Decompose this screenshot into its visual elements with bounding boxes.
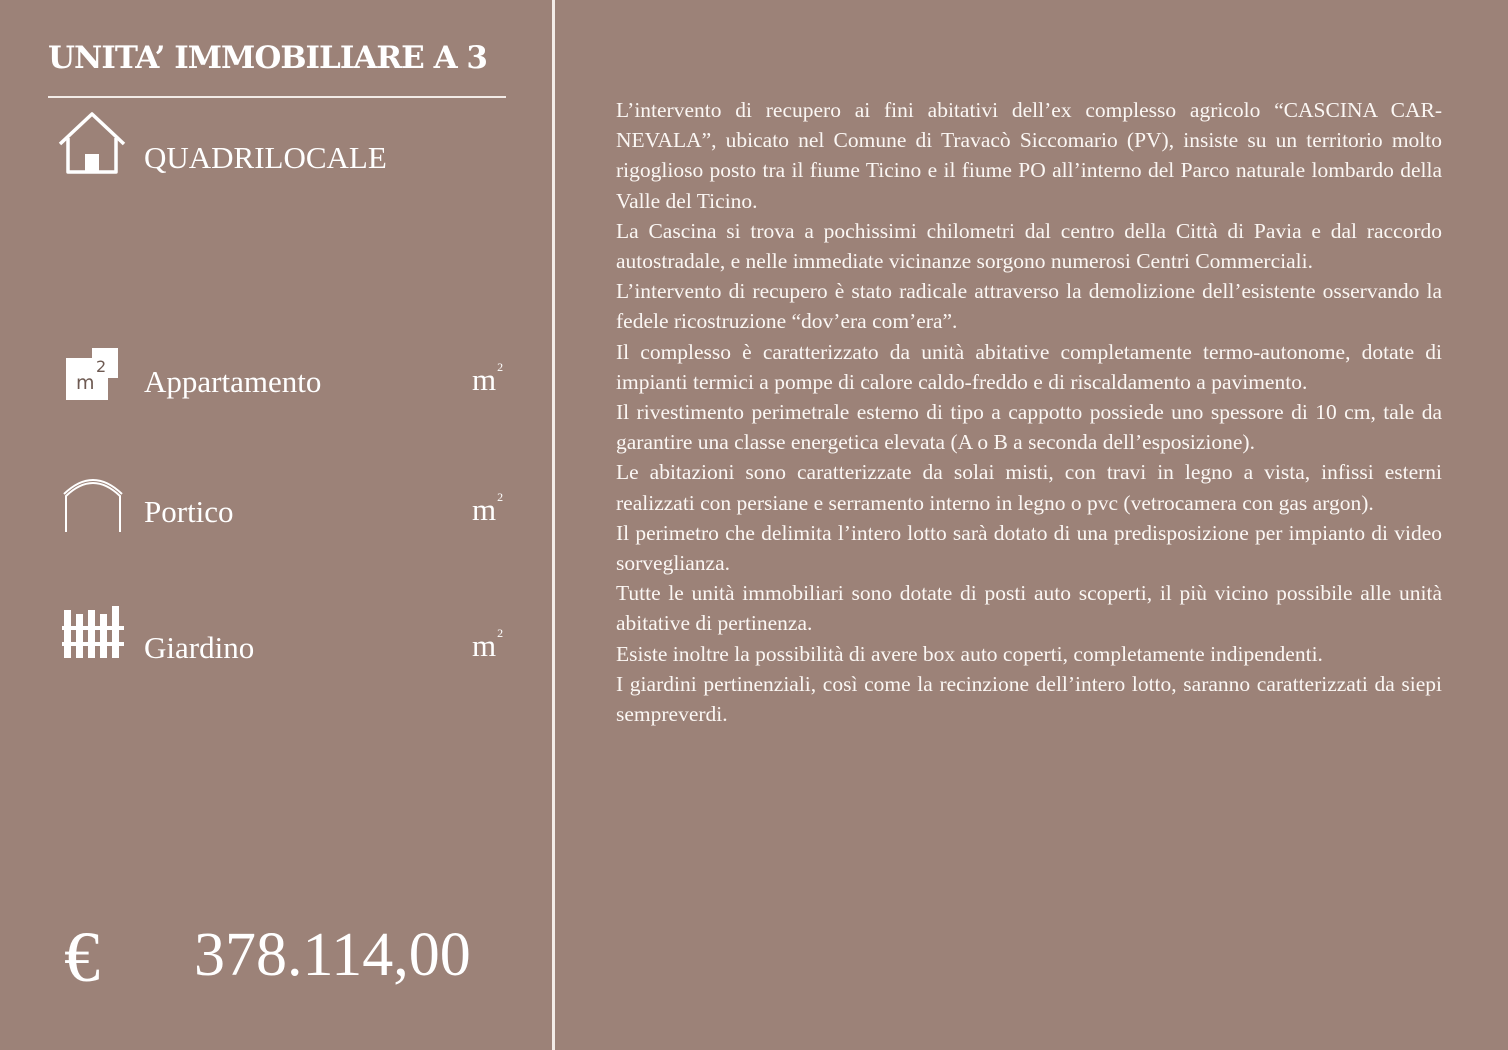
unit-title: UNITA’ IMMOBILIARE A 3 (48, 40, 487, 76)
svg-text:m: m (76, 372, 95, 394)
fence-icon (62, 604, 124, 666)
price-amount: 378.114,00 (194, 921, 471, 989)
property-type-label: QUADRILOCALE (144, 140, 387, 175)
metric-label: Portico (144, 494, 234, 529)
description-text (616, 95, 1442, 729)
panel-divider (552, 0, 555, 1050)
metric-label: Giardino (144, 630, 255, 665)
house-icon (56, 108, 128, 178)
description-paragraph: L’intervento di recupero ai fini abitativi dell’ex complesso agricolo “CASCINA CAR-NEVALA”, ubicato nel Comune di Travacò Siccomario (PV), insiste su un territorio molto rigoglioso posto tra il fiume Ticino e il fiume PO all’interno del Parco naturale lombardo della Valle del Ticino. (616, 98, 1442, 213)
metric-unit: $m^2$ (472, 625, 504, 663)
description-paragraph: L’intervento di recupero è stato radicale attraverso la demolizione dell’esistente osservando la fedele ricostruzione “dov’era com’era”. (616, 279, 1442, 334)
description-paragraph: Tutte le unità immobiliari sono dotate di posti auto scoperti, il più vicino possibile alle unità abitative di pertinenza. (616, 581, 1442, 636)
description-paragraph: Le abitazioni sono caratterizzate da solai misti, con travi in legno a vista, infissi esterni realizzati con persiane e serramento interno in legno o pvc (vetrocamera con gas argon). (616, 460, 1442, 515)
description-paragraph: Il perimetro che delimita l’intero lotto sarà dotato di una predisposizione per impianto di video sorveglianza. (616, 520, 1442, 576)
description-paragraph: Esiste inoltre la possibilità di avere box auto coperti, completamente indipendenti. (616, 641, 1323, 666)
metric-unit: $m^2$ (472, 489, 504, 527)
metric-label: Appartamento (144, 364, 322, 399)
description-paragraph: Il rivestimento perimetrale esterno di tipo a cappotto possiede uno spessore di 10 cm, tale da garantire una classe energetica elevata (A o B a seconda dell’esposizione). (616, 400, 1442, 455)
description-paragraph: Il complesso è caratterizzato da unità abitative completamente termo-autonome, dotate di impianti termici a pompe di calore caldo-freddo e di riscaldamento a pavimento. (616, 339, 1442, 394)
arch-icon (62, 474, 124, 536)
description-paragraph: I giardini pertinenziali, così come la recinzione dell’intero lotto, saranno caratterizzati da siepi sempreverdi. (616, 671, 1442, 727)
metric-unit: $m^2$ (472, 359, 504, 397)
left-panel (0, 0, 552, 1050)
svg-text:2: 2 (96, 357, 107, 376)
euro-icon: € (64, 917, 100, 997)
m2-icon (62, 346, 124, 408)
title-divider (48, 96, 506, 98)
description-paragraph: La Cascina si trova a pochissimi chilometri dal centro della Città di Pavia e dal raccordo autostradale, e nelle immediate vicinanze sorgono numerosi Centri Commerciali. (616, 218, 1442, 274)
